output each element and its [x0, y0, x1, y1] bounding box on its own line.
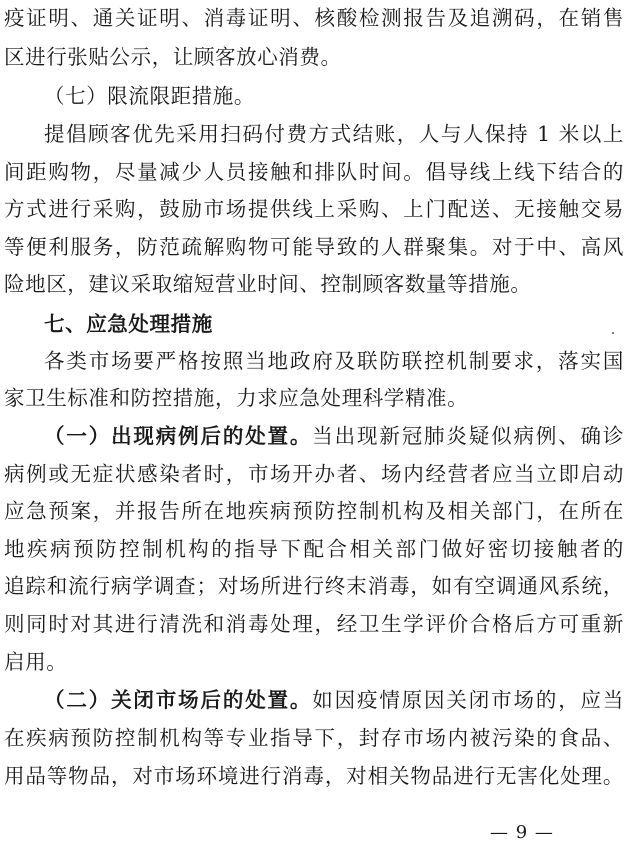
section-heading: 七、应急处理措施 [44, 312, 213, 336]
text-line: 在疾病预防控制机构等专业指导下，封存市场内被污染的食品、 [4, 726, 624, 750]
text-line: 等便利服务，防范疏解购物可能导致的人群聚集。对于中、高风 [4, 235, 624, 259]
text-line: 区进行张贴公示，让顾客放心消费。 [4, 45, 342, 69]
text-line: 病例或无症状感染者时，市场开办者、场内经营者应当立即启动 [4, 462, 624, 486]
paragraph-line-with-lead [44, 688, 624, 712]
text-line: 启用。 [4, 650, 68, 674]
paragraph-lead: （一）出现病例后的处置。 [44, 424, 313, 448]
page-number: — 9 — [490, 822, 554, 843]
text-line: 方式进行采购，鼓励市场提供线上采购、上门配送、无接触交易 [4, 197, 624, 221]
text-line: 用品等物品，对市场环境进行消毒，对相关物品进行无害化处理。 [4, 764, 624, 788]
text-line: 险地区，建议采取缩短营业时间、控制顾客数量等措施。 [4, 272, 532, 296]
text-line: 各类市场要严格按照当地政府及联防联控机制要求，落实国 [44, 349, 624, 373]
text-line: 则同时对其进行清洗和消毒处理，经卫生学评价合格后方可重新 [4, 612, 624, 636]
text-line: 提倡顾客优先采用扫码付费方式结账，人与人保持 1 米以上 [44, 122, 624, 146]
paragraph-rest: 如因疫情原因关闭市场的，应当 [312, 688, 625, 712]
text-line: 疫证明、通关证明、消毒证明、核酸检测报告及追溯码，在销售 [4, 6, 624, 30]
text-line: 追踪和流行病学调查；对场所进行终末消毒，如有空调通风系统， [4, 574, 624, 598]
scan-speck [612, 332, 614, 334]
paragraph-line-with-lead [44, 424, 624, 448]
text-line: 间距购物，尽量减少人员接触和排队时间。倡导线上线下结合的 [4, 160, 624, 184]
subheading-7: （七）限流限距措施。 [44, 84, 255, 108]
paragraph-lead: （二）关闭市场后的处置。 [44, 688, 313, 712]
text-line: 地疾病预防控制机构的指导下配合相关部门做好密切接触者的 [4, 537, 624, 561]
text-line: 应急预案，并报告所在地疾病预防控制机构及相关部门，在所在 [4, 499, 624, 523]
paragraph-rest: 当出现新冠肺炎疑似病例、确诊 [312, 424, 625, 448]
text-line: 家卫生标准和防控措施，力求应急处理科学精准。 [4, 386, 469, 410]
